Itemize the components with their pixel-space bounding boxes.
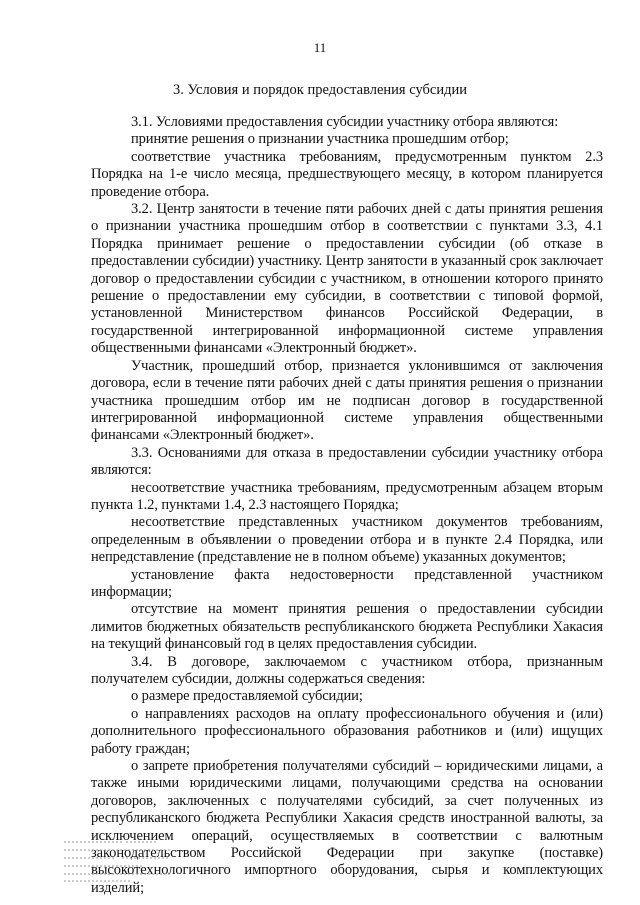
paragraph-refusal-4: отсутствие на момент принятия решения о предоставлении субсидии лимитов бюджетных обязательств республиканского бюджета Республики Хакасия на текущий финансовый год в целях предоставления субсидии. bbox=[91, 601, 603, 653]
paragraph-3-1: 3.1. Условиями предоставления субсидии участнику отбора являются: bbox=[131, 114, 559, 130]
paragraph-3-3: 3.3. Основаниями для отказа в предоставлении субсидии участнику отбора являются: bbox=[91, 444, 603, 479]
paragraph-condition-2: соответствие участника требованиям, предусмотренным пунктом 2.3 Порядка на 1-е число месяца, предшествующего месяцу, в котором планируется проведение отбора. bbox=[91, 148, 603, 200]
paragraph-info-3: о запрете приобретения получателями субсидий – юридическими лицами, а также иными юридическими лицами, получающими средства на основании договоров, заключенных с получателями субсидий, за счет полученных из республиканского бюджета Республики Хакасия средств иностранной валюты, за исключением операций, осуществляемых в соответствии с валютным законодательством Российской Федерации при закупке (поставке) высокотехнологичного импортного оборудования, сырья и комплектующих изделий; bbox=[91, 758, 603, 896]
paragraph-condition-1: принятие решения о признании участника прошедшим отбор; bbox=[131, 131, 509, 148]
paragraph-3-2: 3.2. Центр занятости в течение пяти рабочих дней с даты принятия решения о признании участника прошедшим отбор в соответствии с пунктами 3.3, 4.1 Порядка принимает решение о предоставлении субсидии (об отказе в предоставлении субсидии) участнику. Центр занятости в указанный срок заключает договор о предоставлении субсидии с участником, в отношении которого принято решение о предоставлении ему субсидии, в соответствии с типовой формой, установленной Министерством финансов Российской Федерации, в государственной интегрированной информационной системе управления общественными финансами «Электронный бюджет». bbox=[91, 201, 603, 357]
paragraph-refusal-3: установление факта недостоверности представленной участником информации; bbox=[91, 566, 603, 600]
section-title: 3. Условия и порядок предоставления субсидии bbox=[172, 82, 467, 98]
paragraph-evasion: Участник, прошедший отбор, признается уклонившимся от заключения договора, если в течение пяти рабочих дней с даты принятия решения о признании участника прошедшим отбор им не подписан договор в государственной интегрированной информационной системе управления общественными финансами «Электронный бюджет». bbox=[91, 357, 603, 444]
paragraph-refusal-2: несоответствие представленных участником документов требованиям, определенным в объявлении о проведении отбора и в пункте 2.4 Порядка, или непредставление (представление не в полном объеме) указанных документов; bbox=[91, 514, 603, 566]
paragraph-info-2: о направлениях расходов на оплату профессионального обучения и (или) дополнительного профессионального образования работников и (или) ищущих работу граждан; bbox=[91, 705, 603, 757]
registration-stamp-icon bbox=[62, 838, 176, 884]
paragraph-refusal-1: несоответствие участника требованиям, предусмотренным абзацем вторым пункта 1.2, пунктами 1.4, 2.3 настоящего Порядка; bbox=[91, 479, 603, 513]
document-body bbox=[91, 114, 603, 897]
page-number: 11 bbox=[313, 40, 327, 55]
paragraph-info-1: о размере предоставляемой субсидии; bbox=[131, 688, 363, 705]
paragraph-3-4: 3.4. В договоре, заключаемом с участником отбора, признанным получателем субсидии, должны содержаться сведения: bbox=[91, 653, 603, 687]
